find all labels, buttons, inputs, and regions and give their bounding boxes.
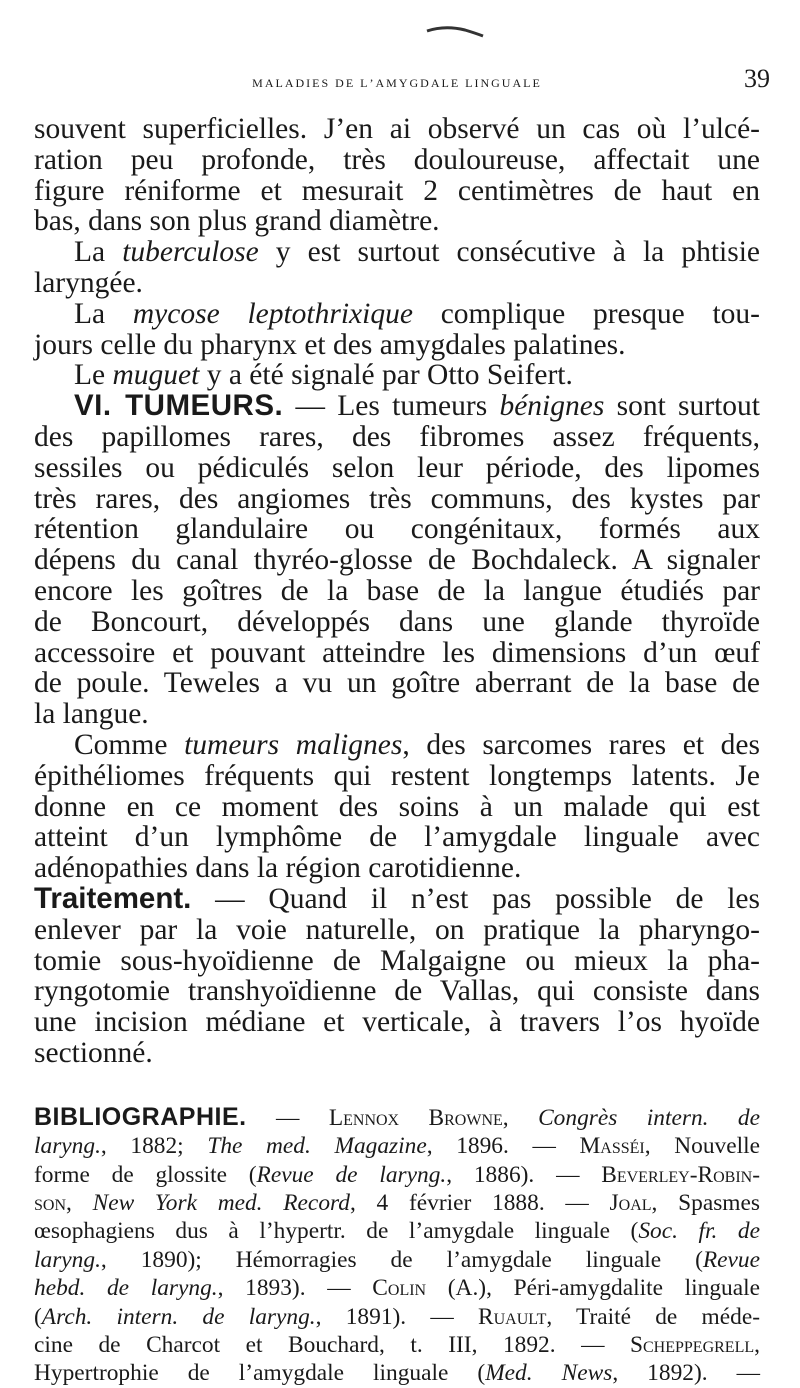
section-heading: Traitement. [34, 881, 192, 915]
biblio-line [34, 1246, 760, 1274]
text-line: dépens du canal thyréo-glosse de Bochdaleck. A signaler [34, 544, 760, 577]
page-number: 39 [744, 64, 770, 93]
text-run: , Spasmes [651, 1189, 760, 1216]
work-title: Soc. fr. de [638, 1218, 761, 1245]
italic-term: bénignes [499, 390, 605, 423]
author-name: Scheppegrell [630, 1331, 755, 1358]
text-run: ( [34, 1303, 42, 1330]
work-title: Arch. intern. de laryng. [41, 1303, 316, 1330]
text-run: , 1886). — [446, 1161, 602, 1188]
biblio-line [34, 1189, 760, 1217]
work-title: Revue [702, 1246, 760, 1273]
text-run: — Les tumeurs [283, 390, 500, 423]
author-name: son [34, 1189, 67, 1216]
text-line: ration peu profonde, très douloureuse, affectait une [34, 143, 760, 176]
text-line: laryngée. [34, 266, 143, 299]
text-run: Comme [74, 728, 185, 761]
text-run: — [246, 1104, 329, 1131]
text-line: enlever par la voie naturelle, on pratique la pharyngo- [34, 913, 760, 946]
text-line: rétention glandulaire ou congénitaux, formés aux [34, 513, 760, 546]
italic-term: muguet [112, 359, 200, 392]
work-title: Congrès intern. de [538, 1104, 760, 1131]
biblio-line [34, 1274, 760, 1302]
author-name: Ruault [478, 1303, 547, 1330]
section-heading: VI. TUMEURS. [74, 389, 284, 423]
italic-term: tumeurs malignes [184, 728, 403, 761]
biblio-line [34, 1331, 760, 1359]
text-run: , [502, 1104, 539, 1131]
text-line: des papillomes rares, des fibromes assez fréquents, [34, 420, 760, 453]
text-run: La [74, 297, 133, 330]
text-line: épithéliomes fréquents qui restent longtemps latents. Je [34, 759, 760, 792]
text-line: de Boncourt, développés dans une glande thyroïde [34, 605, 760, 638]
author-name: Lennox Browne [328, 1104, 503, 1131]
text-run: , des sarcomes rares et des [402, 728, 760, 761]
text-run: , Traité de méde- [546, 1303, 760, 1330]
work-title: The med. Magazine [207, 1133, 427, 1160]
text-run: (A.), Péri-amygdalite linguale [426, 1275, 760, 1302]
running-title: maladies de l’amygdale linguale [252, 72, 542, 91]
text-run: y a été signalé par Otto Seifert. [199, 359, 573, 392]
text-run: , 4 février 1888. — [349, 1189, 610, 1216]
text-line: atteint d’un lymphôme de l’amygdale linguale avec [34, 821, 760, 854]
work-title: Revue de laryng. [256, 1161, 447, 1188]
biblio-line [34, 1303, 760, 1331]
text-run: , 1891). — [315, 1303, 478, 1330]
work-title: Med. News [485, 1360, 613, 1387]
text-run: , 1893). — [217, 1275, 373, 1302]
author-name: Beverley-Robin- [601, 1161, 761, 1188]
work-title: New York med. Record [92, 1189, 350, 1216]
text-line: accessoire et pouvant atteindre les dimensions d’un œuf [34, 636, 760, 669]
biblio-line [34, 1103, 760, 1132]
text-run: sont surtout [604, 390, 760, 423]
text-line: une incision médiane et verticale, à travers l’os hyoïde [34, 1006, 760, 1039]
italic-term: tuberculose [122, 236, 259, 269]
work-title: laryng. [34, 1133, 101, 1160]
text-run: forme de glossite ( [34, 1161, 257, 1188]
text-run: complique presque tou- [412, 297, 760, 330]
bibliography [34, 1103, 760, 1388]
italic-term: mycose leptothrixique [132, 297, 413, 330]
biblio-line [34, 1132, 760, 1160]
text-line: figure réniforme et mesurait 2 centimètres de haut en [34, 174, 760, 207]
text-run: Le [74, 359, 113, 392]
text-line: tomie sous-hyoïdienne de Malgaigne ou mieux la pha- [34, 944, 760, 977]
text-run: , 1896. — [426, 1133, 580, 1160]
text-run: , 1892). — [612, 1360, 760, 1387]
biblio-line [34, 1359, 760, 1387]
text-line: souvent superficielles. J’en ai observé un cas où l’ulcé- [34, 113, 760, 145]
text-line [34, 391, 760, 422]
text-run: y est surtout consécutive à la phtisie [258, 236, 760, 269]
text-run: cine de Charcot et Bouchard, t. III, 1892. — [34, 1331, 630, 1358]
biblio-line [34, 1217, 760, 1245]
text-run: , [66, 1189, 93, 1216]
text-run: — Quand il n’est pas possible de les [191, 882, 760, 915]
text-line: donne en ce moment des soins à un malade qui est [34, 790, 760, 823]
bibliography-heading: BIBLIOGRAPHIE. [34, 1102, 247, 1131]
text-line [34, 360, 760, 391]
text-line [34, 881, 760, 915]
text-run: Hypertrophie de l’amygdale linguale ( [34, 1360, 486, 1387]
text-line: bas, dans son plus grand diamètre. [34, 205, 440, 238]
work-title: hebd. de laryng. [34, 1275, 218, 1302]
biblio-line [34, 1161, 760, 1189]
main-text [34, 114, 760, 1069]
text-run: , [754, 1331, 760, 1358]
author-name: Joal [609, 1189, 652, 1216]
text-line: ryngotomie transhyoïdienne de Vallas, qui consiste dans [34, 975, 760, 1008]
text-line [34, 730, 760, 761]
author-name: Masséi [579, 1133, 645, 1160]
text-line: sectionné. [34, 1036, 153, 1069]
text-line: sessiles ou pédiculés selon leur période, des lipomes [34, 451, 760, 484]
text-line: très rares, des angiomes très communs, des kystes par [34, 482, 760, 515]
text-line: la langue. [34, 698, 149, 731]
text-line: jours celle du pharynx et des amygdales palatines. [34, 328, 626, 361]
text-line: encore les goîtres de la base de la langue étudiés par [34, 574, 760, 607]
work-title: laryng. [34, 1246, 101, 1273]
running-header [34, 0, 770, 93]
text-line [34, 237, 760, 268]
text-run: La [74, 236, 123, 269]
text-line: adénopathies dans la région carotidienne. [34, 852, 522, 885]
text-run: œsophagiens dus à l’hypertr. de l’amygdale linguale ( [34, 1218, 639, 1245]
text-line: de poule. Teweles a vu un goître aberrant de la base de [34, 667, 760, 700]
text-line [34, 299, 760, 330]
text-run: , 1882; [100, 1133, 208, 1160]
text-run: , 1890); Hémorragies de l’amygdale linguale ( [100, 1246, 703, 1273]
author-name: Colin [372, 1275, 427, 1302]
text-run: , Nouvelle [644, 1133, 760, 1160]
